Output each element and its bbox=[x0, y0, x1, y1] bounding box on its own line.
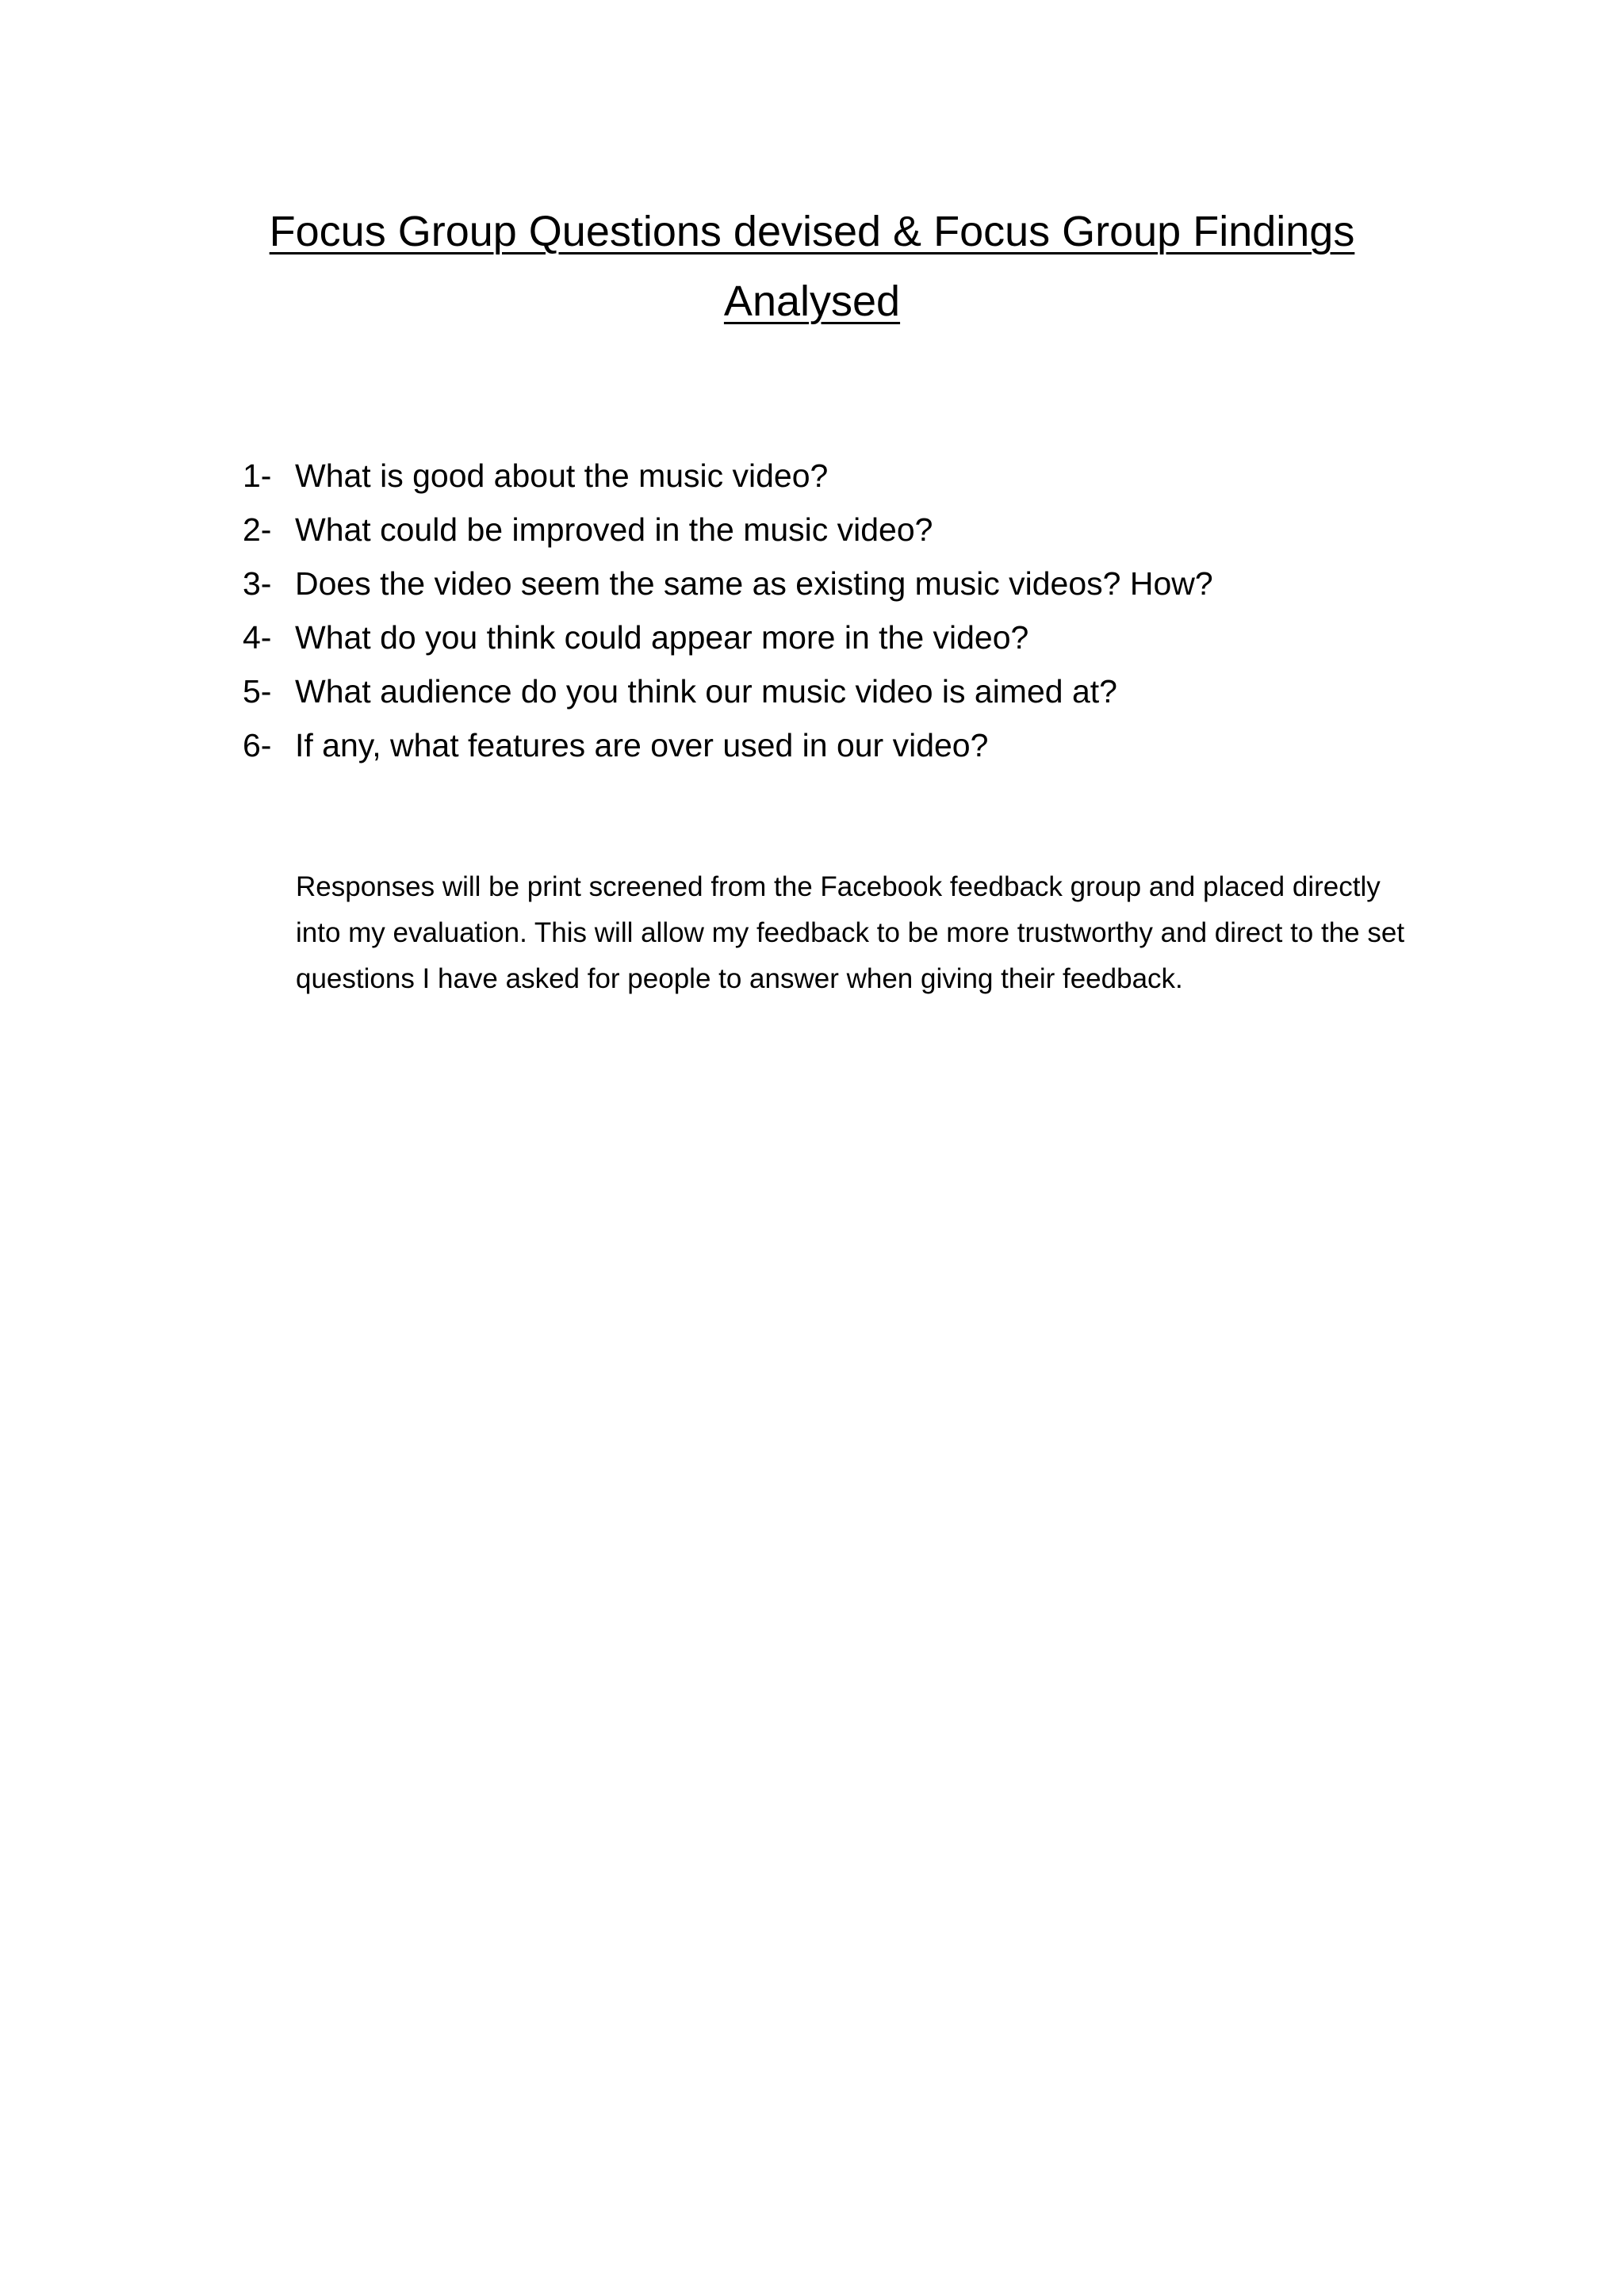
responses-note: Responses will be print screened from the Facebook feedback group and placed directly into my evaluation. This will allow my feedback to be more trustworthy and direct to the set questions I have asked for people to answer when giving their feedback. bbox=[296, 871, 1405, 994]
question-number: 5- bbox=[243, 673, 272, 710]
title-line-1: Focus Group Questions devised & Focus Group Findings bbox=[269, 208, 1355, 255]
question-text: What is good about the music video? bbox=[295, 457, 829, 494]
question-item bbox=[243, 449, 1432, 503]
title-line-2: Analysed bbox=[723, 277, 901, 325]
question-number: 4- bbox=[243, 619, 272, 656]
question-item bbox=[243, 664, 1432, 718]
question-number: 1- bbox=[243, 457, 272, 494]
question-text: What could be improved in the music video? bbox=[295, 511, 933, 548]
page-title bbox=[206, 197, 1418, 336]
question-number: 6- bbox=[243, 727, 272, 763]
question-number: 3- bbox=[243, 565, 272, 602]
question-item bbox=[243, 610, 1432, 664]
question-item bbox=[243, 503, 1432, 557]
question-list bbox=[243, 449, 1432, 772]
question-text: What audience do you think our music video is aimed at? bbox=[295, 673, 1117, 710]
question-item bbox=[243, 557, 1432, 610]
question-text: What do you think could appear more in the video? bbox=[295, 619, 1029, 656]
question-item bbox=[243, 718, 1432, 772]
question-number: 2- bbox=[243, 511, 272, 548]
question-text: Does the video seem the same as existing music videos? How? bbox=[295, 565, 1213, 602]
question-text: If any, what features are over used in our video? bbox=[295, 727, 989, 763]
